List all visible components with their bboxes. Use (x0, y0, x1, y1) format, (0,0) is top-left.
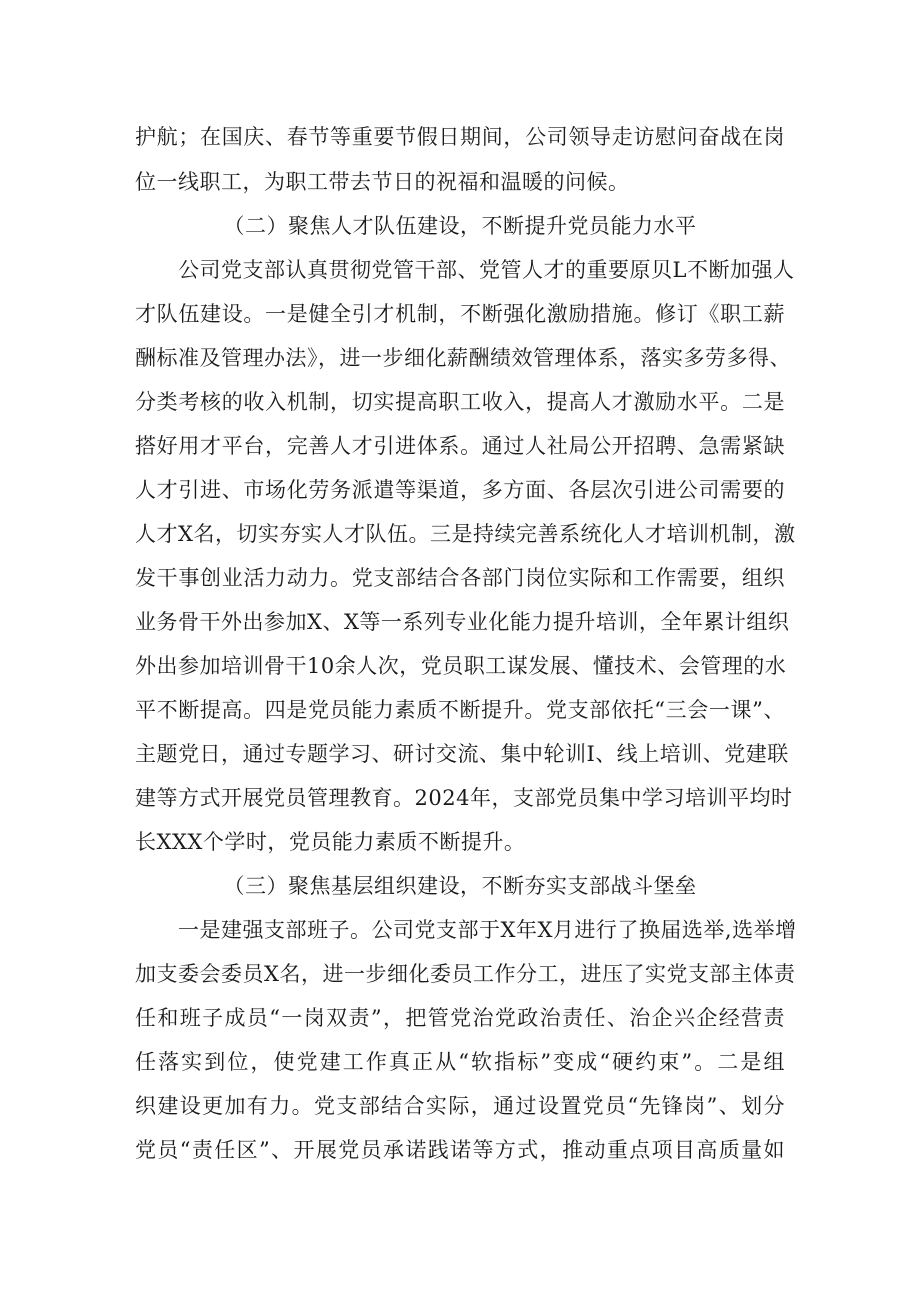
paragraph-line: 外出参加培训骨干10余人次，党员职工谋发展、懂技术、会管理的水 (135, 654, 787, 678)
paragraph-line: 加支委会委员X名，进一步细化委员工作分工，进压了实党支部主体责 (135, 962, 796, 986)
paragraph-line: 酬标准及管理办法》，进一步细化薪酬绩效管理体系，落实多劳多得、 (135, 346, 791, 370)
section-heading-3: （三）聚焦基层组织建设，不断夯实支部战斗堡垒 (223, 874, 697, 898)
paragraph-line: 位一线职工，为职工带去节日的祝福和温暖的问候。 (135, 170, 630, 194)
paragraph-line: 主题党日，通过专题学习、研讨交流、集中轮训I、线上培训、党建联 (135, 742, 789, 766)
paragraph-line: 才队伍建设。一是健全引才机制，不断强化激励措施。修订《职工薪 (135, 302, 785, 326)
paragraph-line: 建等方式开展党员管理教育。2024年，支部党员集中学习培训平均时 (135, 786, 793, 810)
paragraph-line: 平不断提高。四是党员能力素质不断提升。党支部依托“三会一课”、 (135, 698, 785, 722)
paragraph-line: 人才引进、市场化劳务派遣等渠道，多方面、各层次引进公司需要的 (135, 478, 785, 502)
paragraph-line: 长XXX个学时，党员能力素质不断提升。 (135, 830, 526, 854)
paragraph-line: 发干事创业活力动力。党支部结合各部门岗位实际和工作需要，组织 (135, 566, 785, 590)
paragraph-line: 公司党支部认真贯彻党管干部、党管人才的重要原贝L不断加强人 (178, 258, 795, 282)
paragraph-line: 业务骨干外出参加X、X等一系列专业化能力提升培训，全年累计组织 (135, 610, 790, 634)
paragraph-line: 织建设更加有力。党支部结合实际，通过设置党员“先锋岗”、划分 (135, 1094, 785, 1118)
paragraph-line: 一是建强支部班子。公司党支部于X年X月进行了换届选举,选举增 (178, 918, 797, 942)
paragraph-line: 任落实到位，使党建工作真正从“软指标”变成“硬约束”。二是组 (135, 1050, 785, 1074)
paragraph-line: 人才X名，切实夯实人才队伍。三是持续完善系统化人才培训机制，激 (135, 522, 796, 546)
paragraph-line: 搭好用才平台，完善人才引进体系。通过人社局公开招聘、急需紧缺 (135, 434, 785, 458)
section-heading-2: （二）聚焦人才队伍建设，不断提升党员能力水平 (223, 214, 697, 238)
paragraph-line: 护航；在国庆、春节等重要节假日期间，公司领导走访慰问奋战在岗 (135, 125, 785, 149)
paragraph-line: 分类考核的收入机制，切实提高职工收入，提高人才激励水平。二是 (135, 390, 785, 414)
paragraph-line: 党员“责任区”、开展党员承诺践诺等方式，推动重点项目高质量如 (135, 1138, 785, 1162)
paragraph-line: 任和班子成员“一岗双责”，把管党治党政治责任、治企兴企经营责 (135, 1006, 785, 1030)
